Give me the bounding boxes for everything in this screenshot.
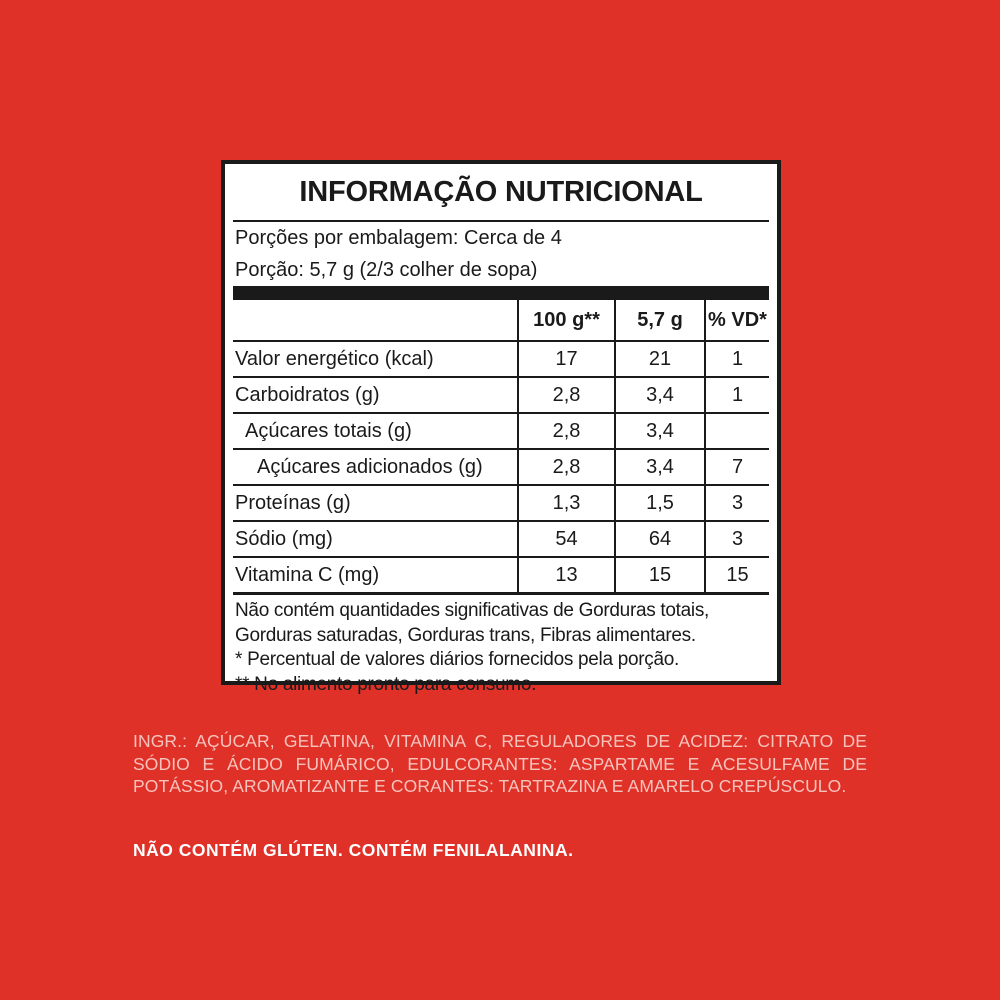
value-per-100g: 2,8 xyxy=(518,377,615,413)
note-line: Gorduras saturadas, Gorduras trans, Fibras alimentares. xyxy=(235,624,696,646)
nutrient-name: Valor energético (kcal) xyxy=(233,341,518,377)
value-per-serving: 21 xyxy=(615,341,705,377)
table-row xyxy=(233,449,769,485)
value-daily: 15 xyxy=(705,557,769,594)
header-nutrient xyxy=(233,300,518,341)
value-daily xyxy=(705,413,769,449)
value-daily: 7 xyxy=(705,449,769,485)
label-notes xyxy=(233,595,769,697)
header-daily-value: % VD* xyxy=(705,300,769,341)
thick-divider xyxy=(233,286,769,300)
table-row xyxy=(233,377,769,413)
table-header-row xyxy=(233,300,769,341)
header-per-serving: 5,7 g xyxy=(615,300,705,341)
note-line: Não contém quantidades significativas de Gorduras totais, xyxy=(235,600,710,621)
value-per-serving: 15 xyxy=(615,557,705,594)
nutrient-name: Açúcares totais (g) xyxy=(233,413,518,449)
value-per-100g: 1,3 xyxy=(518,485,615,521)
nutrition-title: INFORMAÇÃO NUTRICIONAL xyxy=(233,164,769,222)
nutrient-name: Proteínas (g) xyxy=(233,485,518,521)
value-per-serving: 1,5 xyxy=(615,485,705,521)
value-per-serving: 3,4 xyxy=(615,377,705,413)
allergen-warning: NÃO CONTÉM GLÚTEN. CONTÉM FENILALANINA. xyxy=(133,840,574,860)
table-row xyxy=(233,557,769,594)
value-daily: 3 xyxy=(705,521,769,557)
note-line: ** No alimento pronto para consumo. xyxy=(235,673,537,695)
value-per-100g: 17 xyxy=(518,341,615,377)
value-daily: 1 xyxy=(705,377,769,413)
value-daily: 1 xyxy=(705,341,769,377)
table-row xyxy=(233,341,769,377)
table-row xyxy=(233,485,769,521)
value-per-serving: 64 xyxy=(615,521,705,557)
value-daily: 3 xyxy=(705,485,769,521)
value-per-100g: 2,8 xyxy=(518,413,615,449)
nutrient-name: Vitamina C (mg) xyxy=(233,557,518,594)
nutrient-name: Carboidratos (g) xyxy=(233,377,518,413)
nutrition-table xyxy=(233,300,769,595)
nutrition-facts-label xyxy=(221,160,781,695)
serving-size: Porção: 5,7 g (2/3 colher de sopa) xyxy=(235,259,538,281)
table-row xyxy=(233,521,769,557)
value-per-serving: 3,4 xyxy=(615,449,705,485)
ingredients-text: INGR.: AÇÚCAR, GELATINA, VITAMINA C, REGULADORES DE ACIDEZ: CITRATO DE SÓDIO E ÁCIDO FUMÁRICO, EDULCORANTES: ASPARTAME E ACESULFAME DE POTÁSSIO, AROMATIZANTE E CORANTES: TARTRAZINA E AMARELO CREPÚSCULO. xyxy=(133,731,867,796)
table-row xyxy=(233,413,769,449)
servings-per-package: Porções por embalagem: Cerca de 4 xyxy=(235,227,562,249)
value-per-100g: 2,8 xyxy=(518,449,615,485)
note-line: * Percentual de valores diários fornecidos pela porção. xyxy=(235,649,679,670)
nutrient-name: Açúcares adicionados (g) xyxy=(233,449,518,485)
nutrient-name: Sódio (mg) xyxy=(233,521,518,557)
value-per-100g: 54 xyxy=(518,521,615,557)
value-per-100g: 13 xyxy=(518,557,615,594)
header-per-100g: 100 g** xyxy=(518,300,615,341)
value-per-serving: 3,4 xyxy=(615,413,705,449)
